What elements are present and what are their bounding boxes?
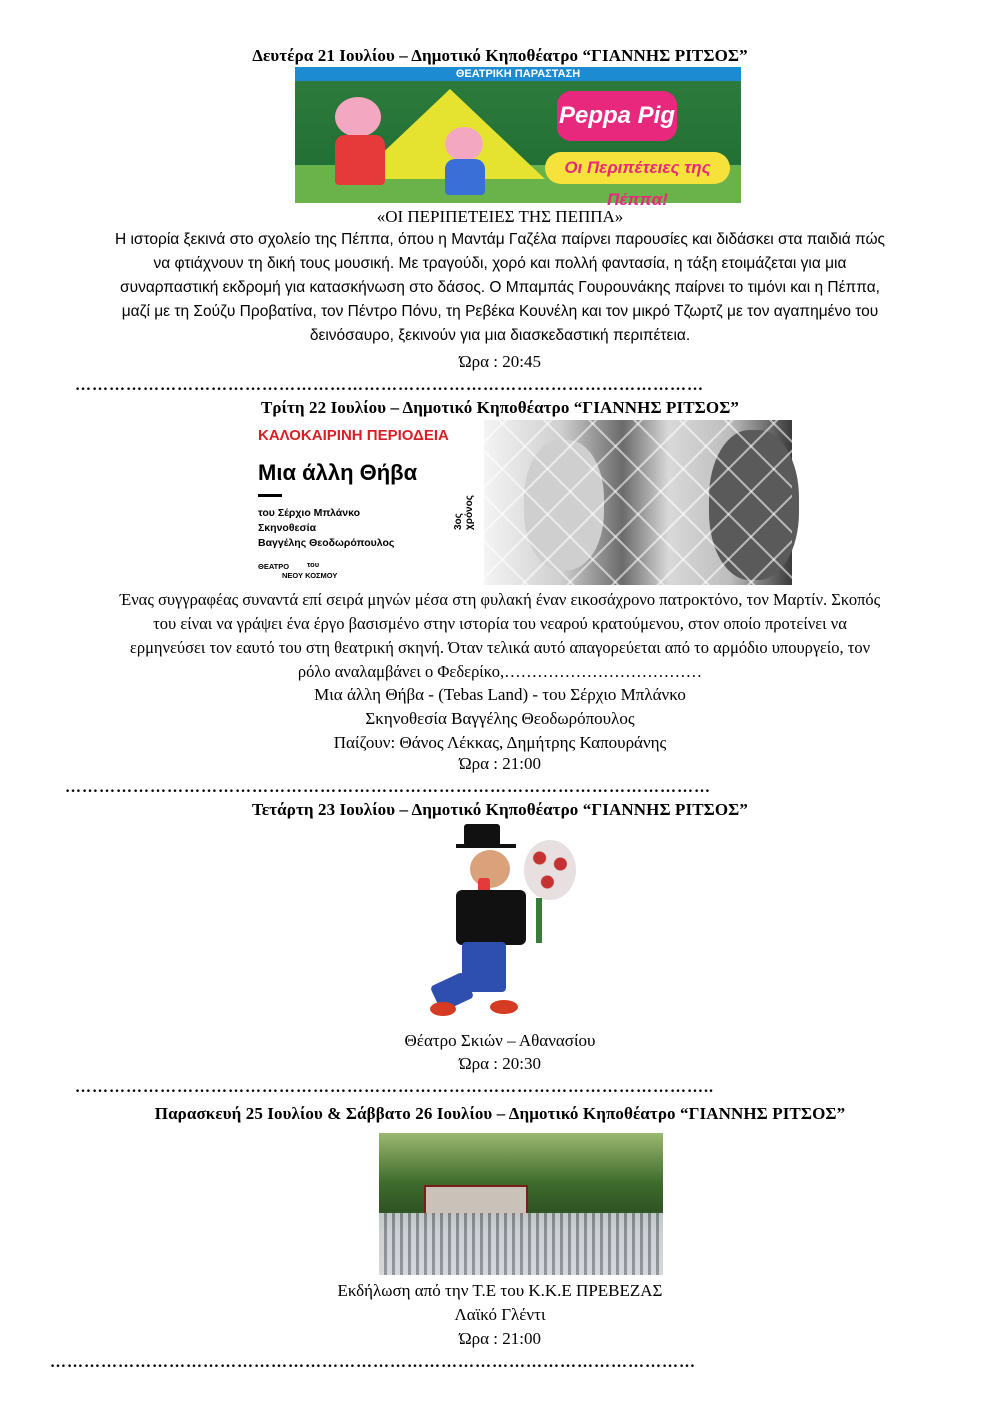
description-line: δεινόσαυρο, ξεκινούν για μια διασκεδαστική περιπέτεια. [309,327,691,344]
description-line: συναρπαστική εκδρομή για κατασκήνωση στο δάσος. Ο Μπαμπάς Γουρουνάκης παίρνει το τιμόνι και η Πέππα, [120,279,880,296]
poster-play-title: Μια άλλη Θήβα [258,460,418,485]
hat-brim-shape [456,844,516,848]
flower-stems-shape [536,898,542,943]
event-3-title: Τετάρτη 23 Ιουλίου – Δημοτικό Κηποθέατρο “ΓΙΑΝΝΗΣ ΡΙΤΣΟΣ” [251,800,748,819]
thiva-poster-text-panel [255,420,490,585]
info-line: Εκδήλωση από την Τ.Ε του Κ.Κ.Ε ΠΡΕΒΕΖΑΣ [337,1281,663,1300]
poster-theatre-name: ΘΕΑΤΡΟ [258,562,290,571]
shoe-shape [430,1002,456,1016]
thiva-poster-photo [484,420,792,585]
separator: …………………………………………………………………………………………………… [65,779,711,796]
event-3-time: Ώρα : 20:30 [459,1054,541,1073]
poster-credit-director: Βαγγέλης Θεοδωρόπουλος [258,537,395,549]
event-2-title: Τρίτη 22 Ιουλίου – Δημοτικό Κηποθέατρο “ΓΙΑΝΝΗΣ ΡΙΤΣΟΣ” [260,398,740,417]
head-shape [470,850,510,888]
fence-overlay [484,420,792,585]
event-4-time: Ώρα : 21:00 [459,1329,541,1348]
event-1-title: Δευτέρα 21 Ιουλίου – Δημοτικό Κηποθέατρο “ΓΙΑΝΝΗΣ ΡΙΤΣΟΣ” [252,46,748,65]
jacket-shape [456,890,526,945]
poster-credit-author: του Σέρχιο Μπλάνκο [258,507,360,519]
info-line: Θέατρο Σκιών – Αθανασίου [404,1031,596,1050]
karagiozis-figure-image [426,820,582,1025]
separator: ………………………………………………………………………………………………….. [75,1079,714,1096]
peppa-subtitle-logo: Οι Περιπέτειες της Πέππα! [545,152,730,184]
george-head-shape [445,127,483,161]
event-1-time: Ώρα : 20:45 [459,352,541,371]
event-4-info [40,1279,960,1327]
description-line: Ένας συγγραφέας συναντά επί σειρά μηνών μέσα στη φυλακή έναν εικοσάχρονο πατροκτόνο, τον Μαρτίν. Σκοπός [119,590,881,609]
description-line: μαζί με τη Σούζυ Προβατίνα, τον Πέντρο Πόνυ, τη Ρεβέκα Κουνέλη και τον μικρό Τζωρτζ με τον αγαπημένο του [121,303,879,320]
info-line: Παίζουν: Θάνος Λέκκας, Δημήτρης Καπουράνης [333,733,667,752]
peppa-poster-image [295,67,741,209]
stage-shape [424,1185,528,1215]
separator: …………………………………………………………………………………………………… [50,1354,696,1371]
flower-bouquet-shape [524,840,576,900]
info-line: Λαϊκό Γλέντι [454,1305,546,1324]
peppa-poster-header: ΘΕΑΤΡΙΚΗ ΠΑΡΑΣΤΑΣΗ [295,67,741,81]
info-line: Σκηνοθεσία Βαγγέλης Θεοδωρόπουλος [365,709,635,728]
open-air-theatre-photo [379,1133,663,1275]
poster-credit-direction: Σκηνοθεσία [258,522,317,534]
peppa-pig-logo: Peppa Pig [557,91,677,141]
event-2-time: Ώρα : 21:00 [459,754,541,773]
george-shirt-shape [445,159,485,195]
shoe-shape [490,1000,518,1014]
poster-year-label: 3ος χρόνος [453,495,475,530]
poster-tour-heading: ΚΑΛΟΚΑΙΡΙΝΗ ΠΕΡΙΟΔΕΙΑ [258,427,449,444]
poster-theatre-of: του [307,560,320,569]
event-2-description [40,588,960,684]
description-line: ρόλο αναλαμβάνει ο Φεδερίκο,……………………………… [297,662,703,681]
event-2-info [40,683,960,755]
event-1-description [40,228,960,348]
event-1-show-title: «ΟΙ ΠΕΡΙΠΕΤΕΙΕΣ ΤΗΣ ΠΕΠΠΑ» [376,207,624,226]
event-3-info [40,1029,960,1053]
top-hat-shape [464,824,500,846]
description-line: να φτιάχνουν τη δική τους μουσική. Με τραγούδι, χορό και πολλή φαντασία, η τάξη ετοιμάζεται για μια [153,255,847,272]
peppa-head-shape [335,97,381,137]
poster-theatre-name-2: ΝΕΟΥ ΚΟΣΜΟΥ [282,571,338,580]
seats-shape [379,1213,663,1275]
event-4-title: Παρασκευή 25 Ιουλίου & Σάββατο 26 Ιουλίου – Δημοτικό Κηποθέατρο “ΓΙΑΝΝΗΣ ΡΙΤΣΟΣ” [154,1104,846,1123]
description-line: ερμηνεύσει τον εαυτό του στη θεατρική σκηνή. Όταν τελικά αυτό απαγορεύεται από το αρμόδιο υπουργείο, τον [129,638,871,657]
poster-rule [258,494,282,497]
peppa-dress-shape [335,135,385,185]
description-line: του είναι να γράψει ένα έργο βασισμένο στην ιστορία του νεαρού κρατούμενου, στον οποίο προτείνει να [153,614,847,633]
info-line: Μια άλλη Θήβα - (Tebas Land) - του Σέρχιο Μπλάνκο [314,685,686,704]
separator: ………………………………………………………………………………………………… [75,377,704,394]
description-line: Η ιστορία ξεκινά στο σχολείο της Πέππα, όπου η Μαντάμ Γαζέλα παίρνει παρουσίες και διδάσκει στα παιδιά πώς [114,231,886,248]
